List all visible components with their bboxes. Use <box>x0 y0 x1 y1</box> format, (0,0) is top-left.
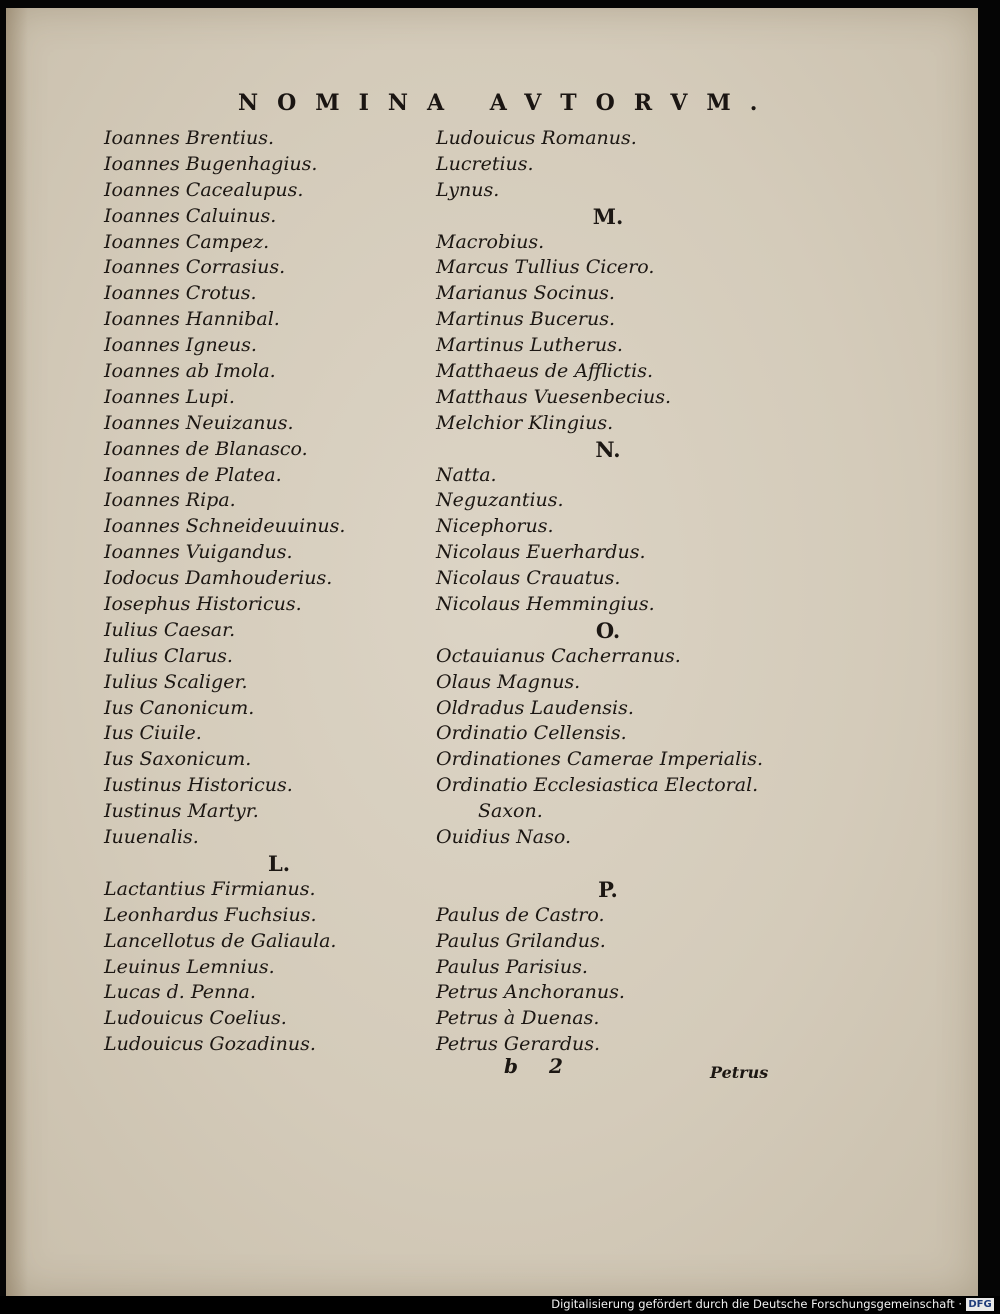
author-entry: Ius Saxonicum. <box>104 748 252 771</box>
author-entry: Paulus Parisius. <box>436 955 588 978</box>
author-entry: Ludouicus Romanus. <box>436 127 637 149</box>
author-entry: Ius Canonicum. <box>104 696 255 719</box>
author-entry: Martinus Bucerus. <box>436 308 616 331</box>
author-entry: Iustinus Historicus. <box>104 774 293 797</box>
author-entry: Neguzantius. <box>436 489 564 512</box>
author-entry: Ioannes Hannibal. <box>104 308 280 331</box>
author-entry: Ordinatio Cellensis. <box>436 722 627 745</box>
author-entry: Ioannes Ripa. <box>104 489 236 512</box>
author-entry: Petrus Anchoranus. <box>436 981 625 1004</box>
author-entry: Oldradus Laudensis. <box>436 696 634 719</box>
author-entry: Ioannes Campez. <box>104 230 270 253</box>
author-entry: Octauianus Cacherranus. <box>436 644 681 667</box>
author-entry: Ioannes de Blanasco. <box>104 437 308 460</box>
section-letter: L. <box>267 850 291 876</box>
author-entry: Iulius Clarus. <box>104 644 233 667</box>
section-letter: O. <box>595 617 621 643</box>
author-entry: Nicephorus. <box>436 515 554 538</box>
author-entry: Marcus Tullius Cicero. <box>436 256 655 279</box>
author-entry: Iulius Caesar. <box>104 618 236 641</box>
index-column-left <box>104 126 434 1058</box>
author-entry: Paulus Grilandus. <box>436 929 606 952</box>
author-entry: Marianus Socinus. <box>436 282 615 305</box>
author-entry: Iuuenalis. <box>104 826 199 849</box>
author-entry: Ludouicus Coelius. <box>104 1007 287 1030</box>
spacer <box>436 851 766 877</box>
author-entry: Lucas d. Penna. <box>104 981 256 1004</box>
author-entry: Ioannes Crotus. <box>104 282 257 305</box>
author-entry: Ioannes Caluinus. <box>104 204 277 227</box>
author-entry-continuation: Saxon. <box>478 800 543 823</box>
author-entry: Ioannes Cacealupus. <box>104 178 304 201</box>
author-entry: Ioannes Brentius. <box>104 127 275 149</box>
author-entry: Leonhardus Fuchsius. <box>104 903 317 926</box>
author-entry: Olaus Magnus. <box>436 670 581 693</box>
author-entry: Macrobius. <box>436 230 545 253</box>
dfg-credit-text: Digitalisierung gefördert durch die Deutsche Forschungsgemeinschaft · <box>551 1297 962 1311</box>
author-entry: Nicolaus Euerhardus. <box>436 541 646 564</box>
author-entry: Nicolaus Hemmingius. <box>436 593 655 616</box>
section-letter: P. <box>598 876 618 902</box>
author-entry: Iulius Scaliger. <box>104 670 248 693</box>
author-entry: Nicolaus Crauatus. <box>436 567 621 590</box>
author-entry: Lynus. <box>436 178 500 201</box>
author-entry: Ius Ciuile. <box>104 722 202 745</box>
author-entry: Leuinus Lemnius. <box>104 955 275 978</box>
author-entry: Petrus Gerardus. <box>436 1033 601 1056</box>
author-entry: Ioannes Schneideuuinus. <box>104 515 346 538</box>
author-entry: Natta. <box>436 463 497 486</box>
author-entry: Ouidius Naso. <box>436 826 572 849</box>
author-entry: Ludouicus Gozadinus. <box>104 1033 316 1056</box>
author-entry: Melchior Klingius. <box>436 411 614 434</box>
book-page <box>6 8 978 1296</box>
section-letter: M. <box>592 203 624 229</box>
author-entry: Iustinus Martyr. <box>104 800 259 823</box>
author-entry: Ioannes Corrasius. <box>104 256 286 279</box>
author-entry: Ioannes de Platea. <box>104 463 282 486</box>
section-letter: N. <box>595 436 621 462</box>
signature-mark: b 2 <box>504 1054 575 1078</box>
catchword: Petrus <box>710 1063 769 1082</box>
author-entry: Matthaus Vuesenbecius. <box>436 385 672 408</box>
author-entry: Ioannes Igneus. <box>104 334 257 357</box>
author-entry: Iosephus Historicus. <box>104 593 302 616</box>
author-entry: Ioannes Lupi. <box>104 385 235 408</box>
author-entry: Martinus Lutherus. <box>436 334 623 357</box>
author-entry: Ordinatio Ecclesiastica Electoral. <box>436 774 759 797</box>
running-head: NOMINA AVTORVM. <box>238 90 777 116</box>
author-entry: Lucretius. <box>436 152 534 175</box>
author-entry: Iodocus Damhouderius. <box>104 567 333 590</box>
author-entry: Petrus à Duenas. <box>436 1007 600 1030</box>
author-entry: Ordinationes Camerae Imperialis. <box>436 748 764 771</box>
author-entry: Lactantius Firmianus. <box>104 877 316 900</box>
author-entry: Ioannes Bugenhagius. <box>104 152 318 175</box>
author-entry: Ioannes ab Imola. <box>104 360 276 383</box>
dfg-logo: DFG <box>966 1298 994 1311</box>
author-entry: Ioannes Neuizanus. <box>104 411 294 434</box>
index-column-right <box>436 126 766 1058</box>
author-entry: Lancellotus de Galiaula. <box>104 929 337 952</box>
author-entry: Paulus de Castro. <box>436 903 605 926</box>
author-entry: Matthaeus de Afflictis. <box>436 360 654 383</box>
author-entry: Ioannes Vuigandus. <box>104 541 293 564</box>
footer-bar <box>0 1296 1000 1314</box>
